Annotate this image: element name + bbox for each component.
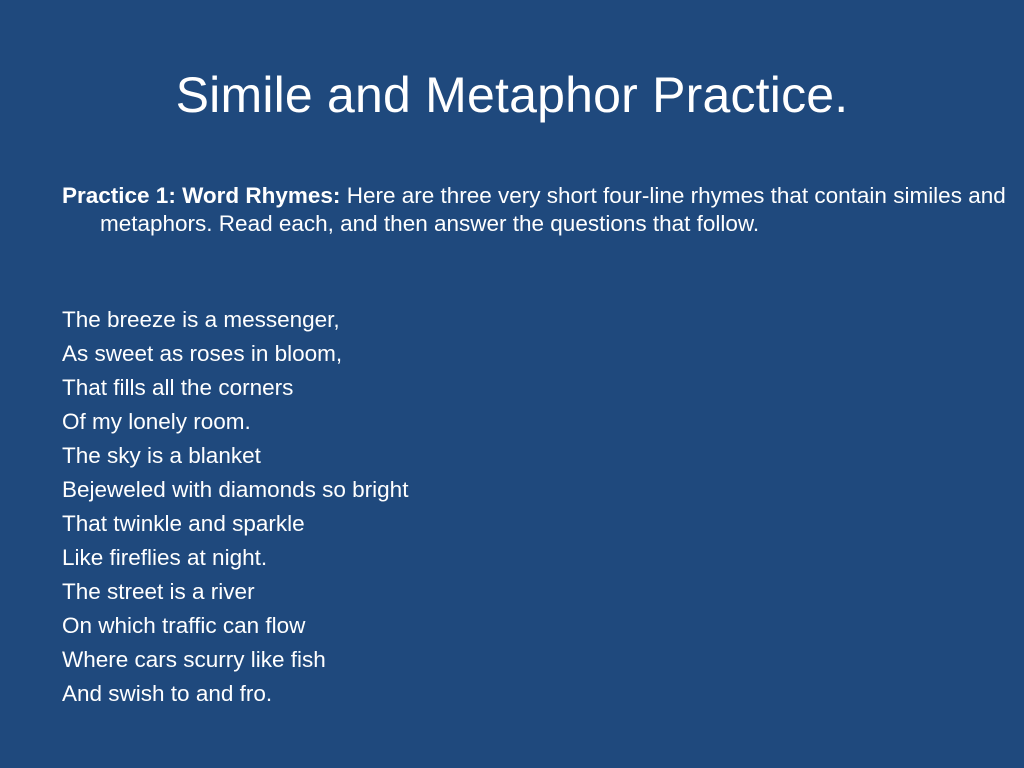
rhyme-line: And swish to and fro. <box>62 681 273 706</box>
rhyme-line: As sweet as roses in bloom, <box>62 341 343 366</box>
rhyme-line: On which traffic can flow <box>62 613 306 638</box>
rhyme-line: Bejeweled with diamonds so bright <box>62 477 409 502</box>
rhyme-lines <box>62 303 408 711</box>
rhyme-line: The sky is a blanket <box>62 443 261 468</box>
rhyme-line: That twinkle and sparkle <box>62 511 305 536</box>
rhyme-line: Of my lonely room. <box>62 409 251 434</box>
rhyme-line: The breeze is a messenger, <box>62 307 340 332</box>
rhyme-line: Like fireflies at night. <box>62 545 268 570</box>
intro-lead: Practice 1: Word Rhymes: <box>62 183 341 208</box>
intro-text: Here are three very short four-line rhymes that contain similes and metaphors. Read each, and then answer the questions that follow. <box>100 183 1006 236</box>
rhyme-line: The street is a river <box>62 579 255 604</box>
rhyme-line: Where cars scurry like fish <box>62 647 326 672</box>
slide-title: Simile and Metaphor Practice. <box>175 67 849 123</box>
intro-paragraph <box>62 182 1010 238</box>
rhyme-line: That fills all the corners <box>62 375 294 400</box>
